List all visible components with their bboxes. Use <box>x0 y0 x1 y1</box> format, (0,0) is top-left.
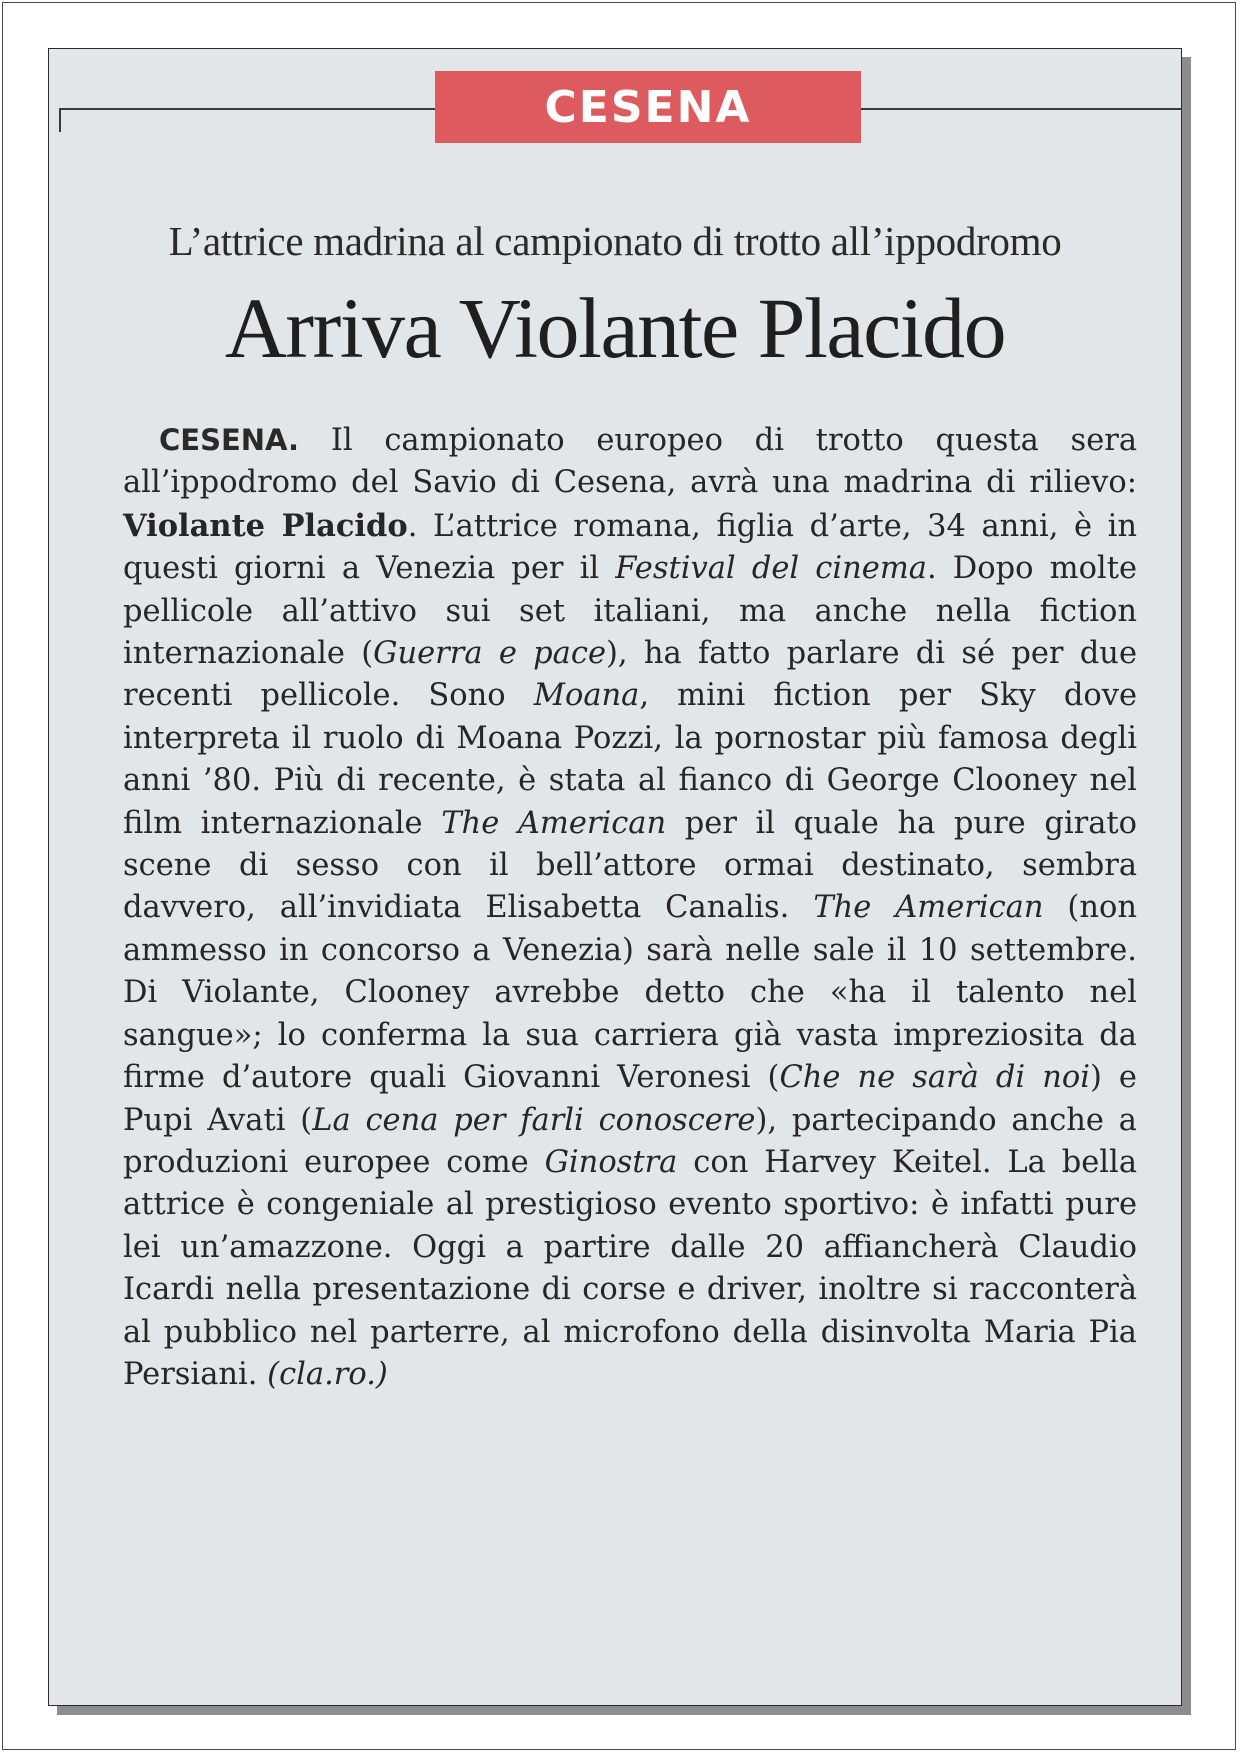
article-italic-title: Che ne sarà di noi <box>779 1060 1090 1096</box>
article-body <box>123 419 1137 1396</box>
newspaper-clipping <box>48 48 1182 1706</box>
article-italic-title: La cena per farli conoscere <box>312 1102 756 1138</box>
article-text: Il campionato europeo di trotto questa sera all’ippodromo del Savio di Cesena, avrà una madrina di rilievo: <box>123 423 1138 501</box>
article-italic-title: The American <box>813 890 1044 926</box>
dateline: CESENA. <box>159 423 300 457</box>
byline: (cla.ro.) <box>267 1356 388 1392</box>
article-bold-name: Violante Placido <box>123 507 408 544</box>
article-italic-title: Moana <box>533 678 640 714</box>
article-italic-title: Ginostra <box>544 1144 678 1180</box>
article-italic-title: Guerra e pace <box>373 636 606 672</box>
section-badge <box>435 71 861 143</box>
article-text: , mini fiction per Sky dove interpreta il ruolo di Moana Pozzi, la pornostar più famosa degli anni ’80. Più di recente, è stata al fianco di George Clooney nel film internazionale <box>123 678 1138 841</box>
kicker: L’attrice madrina al campionato di trotto all’ippodromo <box>168 218 1062 264</box>
article-italic-title: Festival del cinema <box>615 551 927 587</box>
article-text: . L’attrice romana, figlia d’arte, 34 anni, è in questi giorni a Venezia per il <box>123 508 1137 587</box>
article-text: ), partecipando anche a produzioni europee come <box>123 1102 1137 1180</box>
article-text: con Harvey Keitel. La bella attrice è congeniale al prestigioso evento sportivo: è infatti pure lei un’amazzone. Oggi a partire dalle 20 affiancherà Claudio Icardi nella presentazione di corse e driver, inoltre si racconterà al pubblico nel parterre, al microfono della disinvolta Maria Pia Persiani. <box>123 1144 1137 1392</box>
article-text: (non ammesso in concorso a Venezia) sarà nelle sale il 10 settembre. Di Violante, Clooney avrebbe detto che «ha il talento nel sangue»; lo conferma la sua carriera già vasta impreziosita da firme d’autore quali Giovanni Veronesi ( <box>123 890 1137 1096</box>
section-label: CESENA <box>544 81 752 133</box>
article-text: ), ha fatto parlare di sé per due recenti pellicole. Sono <box>123 636 1137 714</box>
rule-corner <box>59 108 61 132</box>
article-text: per il quale ha pure girato scene di sesso con il bell’attore ormai destinato, sembra davvero, all’invidiata Elisabetta Canalis. <box>123 805 1137 926</box>
article-text: . Dopo molte pellicole all’attivo sui set italiani, ma anche nella fiction internazionale ( <box>123 551 1137 672</box>
headline: Arriva Violante Placido <box>224 280 1006 376</box>
article-italic-title: The American <box>441 805 667 841</box>
article-text: ) e Pupi Avati ( <box>123 1060 1137 1138</box>
